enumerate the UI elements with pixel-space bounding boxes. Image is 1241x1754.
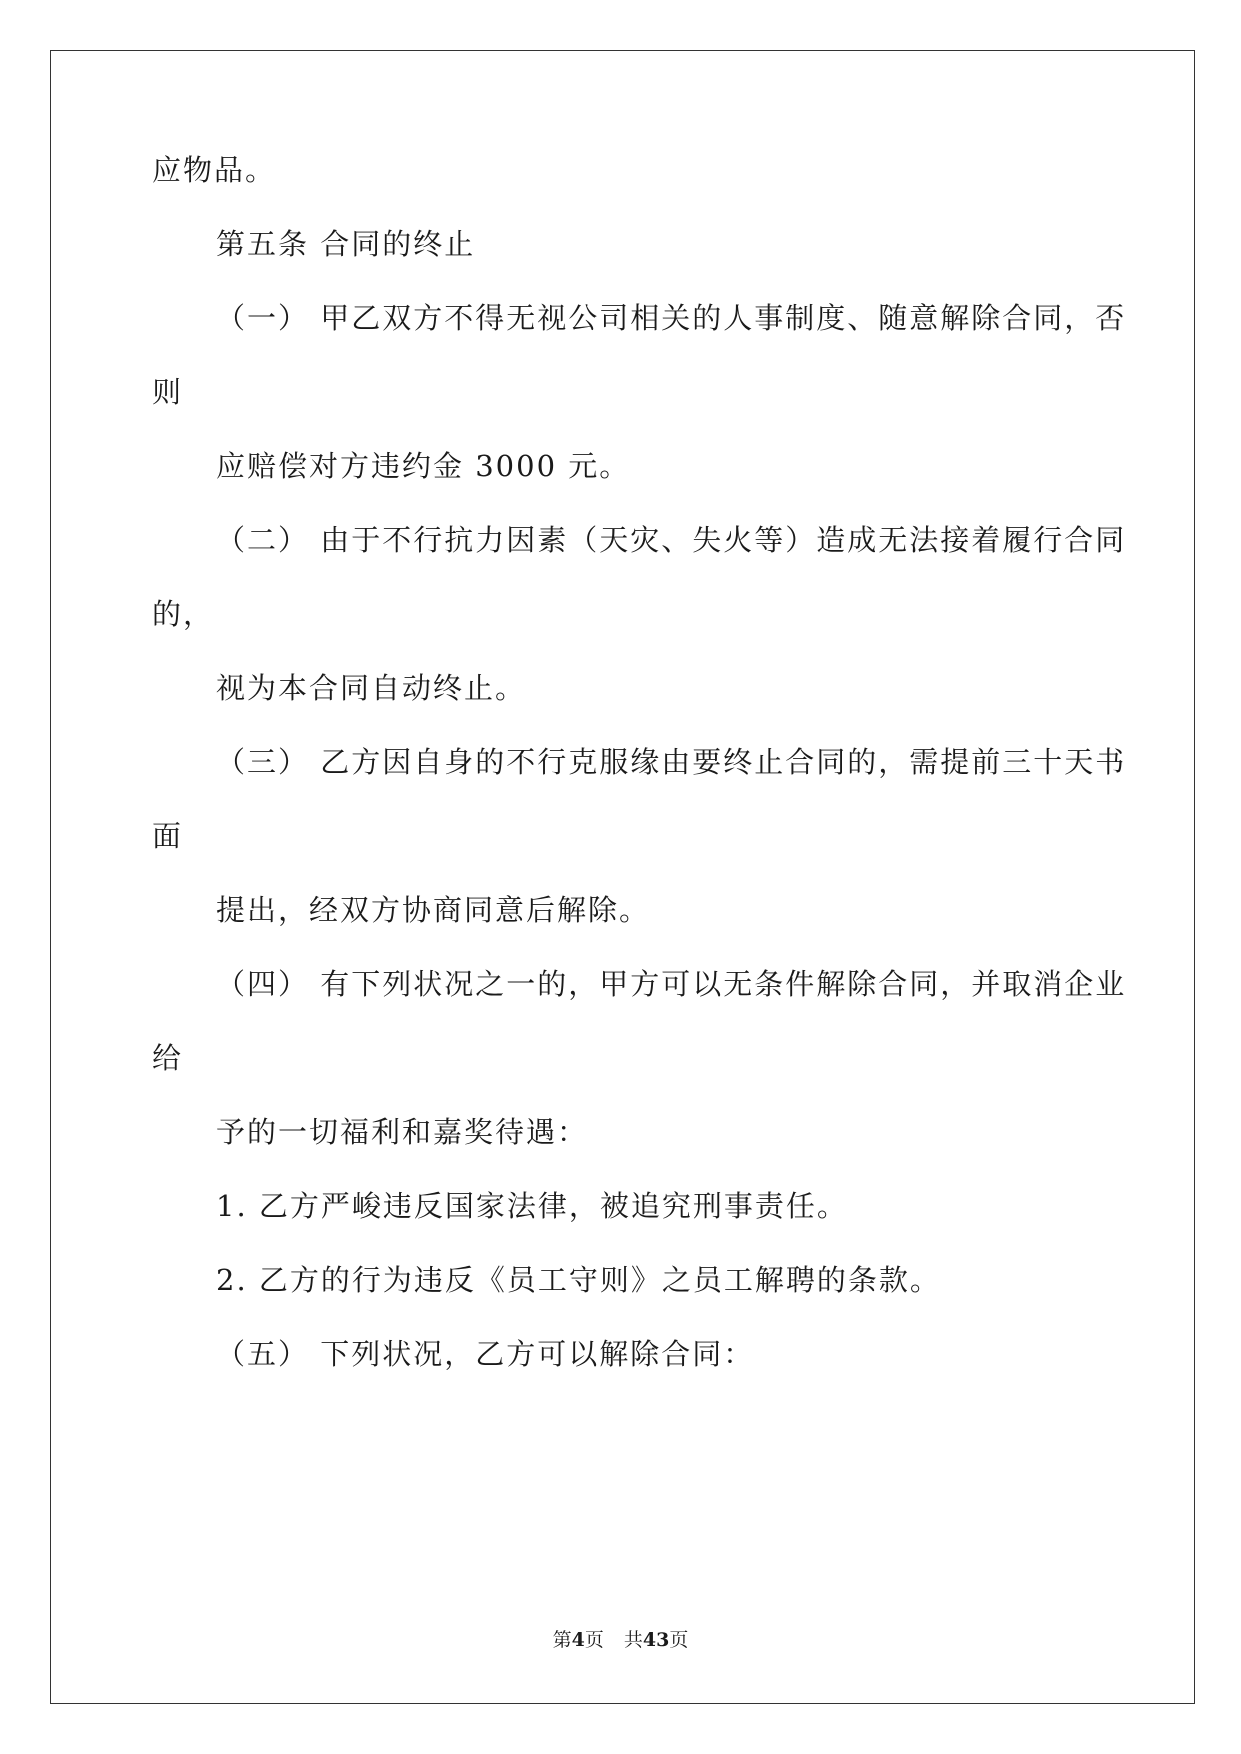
text-line: 应赔偿对方违约金 3000 元。 — [216, 449, 631, 483]
page-number: 4 — [571, 1629, 585, 1651]
list-item: 1. 乙方严峻违反国家法律，被追究刑事责任。 — [216, 1189, 848, 1223]
text-line: 应物品。 — [152, 153, 277, 187]
page-prefix: 第 — [552, 1629, 572, 1651]
text-line: 面 — [152, 819, 184, 853]
text-line: （一） 甲乙双方不得无视公司相关的人事制度、随意解除合同，否 — [216, 301, 1127, 335]
text-line: 则 — [152, 375, 184, 409]
article-heading: 第五条 合同的终止 — [216, 227, 476, 261]
text-line: 给 — [152, 1041, 184, 1075]
text-line: 的， — [152, 597, 215, 631]
list-item: 2. 乙方的行为违反《员工守则》之员工解聘的条款。 — [216, 1263, 941, 1297]
page-suffix: 页 — [584, 1629, 604, 1651]
total-suffix: 页 — [669, 1629, 689, 1651]
page-footer — [0, 1628, 1241, 1652]
text-line: 予的一切福利和嘉奖待遇： — [216, 1115, 589, 1149]
text-line: 视为本合同自动终止。 — [216, 671, 527, 705]
text-line: 提出，经双方协商同意后解除。 — [216, 893, 651, 927]
text-line: （五） 下列状况，乙方可以解除合同： — [216, 1337, 755, 1371]
total-prefix: 共 — [623, 1629, 643, 1651]
total-pages: 43 — [642, 1629, 670, 1651]
text-line: （二） 由于不行抗力因素（天灾、失火等）造成无法接着履行合同 — [216, 523, 1127, 557]
text-line: （四） 有下列状况之一的，甲方可以无条件解除合同，并取消企业 — [216, 967, 1127, 1001]
text-line: （三） 乙方因自身的不行克服缘由要终止合同的，需提前三十天书 — [216, 745, 1127, 779]
